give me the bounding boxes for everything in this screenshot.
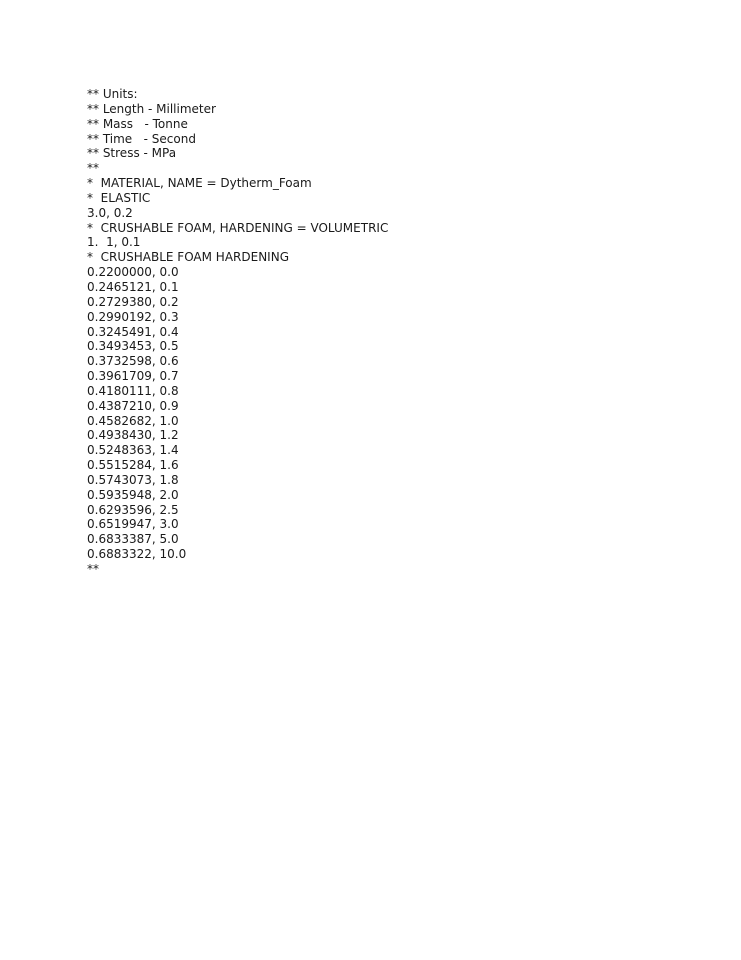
text-line: ** Mass - Tonne	[87, 116, 188, 131]
text-line: 0.2990192, 0.3	[87, 309, 179, 324]
text-line: 3.0, 0.2	[87, 205, 133, 220]
text-line: ** Stress - MPa	[87, 146, 177, 161]
text-line: 0.6293596, 2.5	[87, 502, 179, 517]
text-line: ** Time - Second	[87, 131, 196, 146]
text-line: 0.2200000, 0.0	[87, 265, 179, 280]
text-line: 0.2465121, 0.1	[87, 279, 179, 294]
material-definition-text	[87, 87, 388, 577]
text-line: 0.2729380, 0.2	[87, 294, 179, 309]
text-line: * CRUSHABLE FOAM, HARDENING = VOLUMETRIC	[87, 220, 389, 235]
text-line: 0.3245491, 0.4	[87, 324, 179, 339]
text-line: 0.4938430, 1.2	[87, 428, 179, 443]
text-line: 0.5935948, 2.0	[87, 487, 179, 502]
text-line: * CRUSHABLE FOAM HARDENING	[87, 250, 289, 265]
text-line: 0.6833387, 5.0	[87, 532, 179, 547]
text-line: 0.6883322, 10.0	[87, 547, 187, 562]
text-line: 0.6519947, 3.0	[87, 517, 179, 532]
text-line: ** Length - Millimeter	[87, 101, 216, 116]
text-line: 0.5743073, 1.8	[87, 472, 179, 487]
text-line: 0.4582682, 1.0	[87, 413, 179, 428]
text-line: 0.3961709, 0.7	[87, 369, 179, 384]
text-line: **	[87, 161, 99, 176]
text-line: 1. 1, 0.1	[87, 235, 141, 250]
text-line: 0.4387210, 0.9	[87, 398, 179, 413]
text-line: * ELASTIC	[87, 190, 151, 205]
text-line: * MATERIAL, NAME = Dytherm_Foam	[87, 176, 312, 191]
text-line: **	[87, 562, 99, 576]
text-line: 0.4180111, 0.8	[87, 383, 179, 398]
text-line: 0.3732598, 0.6	[87, 354, 179, 369]
text-line: ** Units:	[87, 87, 138, 101]
text-line: 0.3493453, 0.5	[87, 339, 179, 354]
text-line: 0.5248363, 1.4	[87, 443, 179, 458]
text-line: 0.5515284, 1.6	[87, 458, 179, 473]
